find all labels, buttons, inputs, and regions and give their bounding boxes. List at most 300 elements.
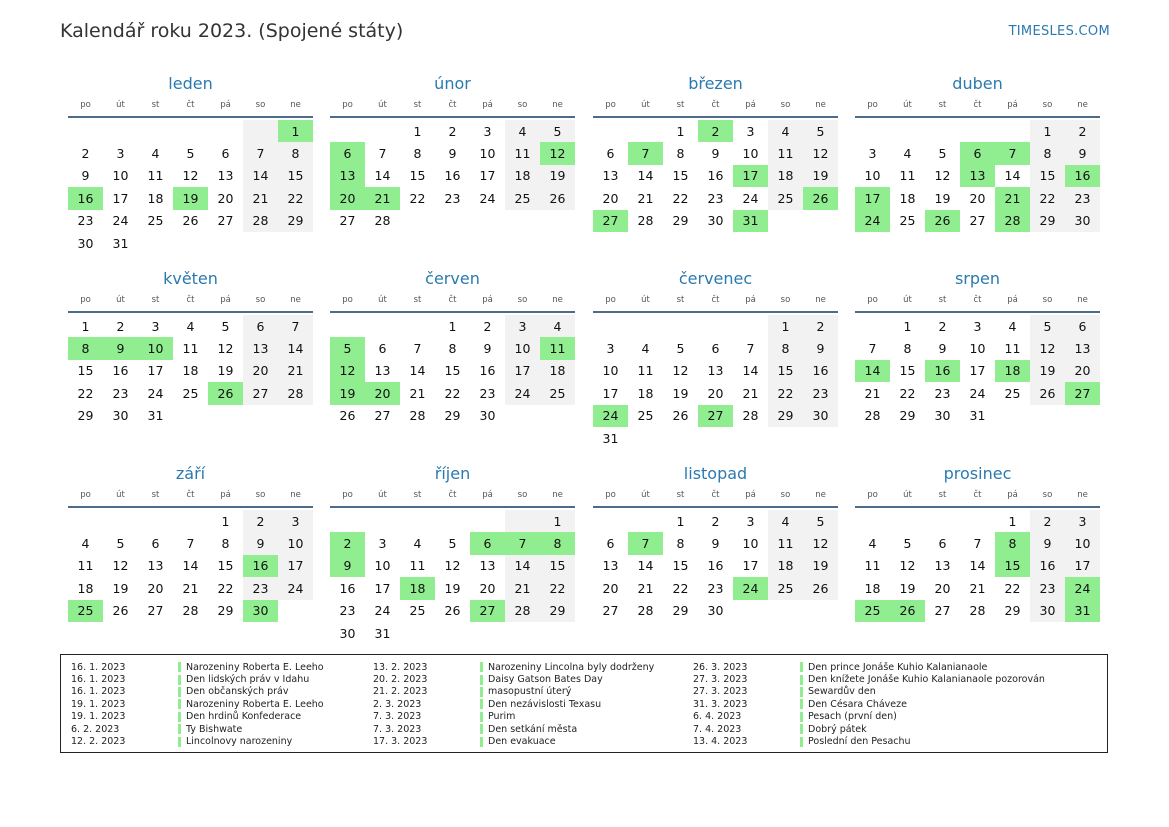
- empty-cell: [278, 600, 313, 622]
- day-cell: 29: [540, 600, 575, 622]
- weekday-label: so: [255, 295, 266, 305]
- weekday-label: po: [80, 490, 91, 500]
- site-link[interactable]: TIMESLES.COM: [1008, 24, 1110, 39]
- empty-cell: [208, 232, 243, 254]
- month-name: červenec: [678, 269, 753, 288]
- holiday-day-cell: 24: [733, 577, 768, 599]
- day-cell: 8: [768, 337, 803, 359]
- day-cell: 21: [742, 385, 759, 401]
- holiday-day-cell: 18: [400, 577, 435, 599]
- month-name: srpen: [954, 269, 1001, 288]
- day-cell: 9: [1065, 142, 1100, 164]
- day-cell: 8: [676, 536, 685, 552]
- day-cell: 6: [378, 341, 387, 357]
- empty-cell: [698, 315, 733, 337]
- day-cell: 8: [448, 341, 457, 357]
- day-cell: 14: [969, 558, 986, 574]
- weekday-label: ne: [1077, 100, 1088, 110]
- day-cell: 17: [505, 360, 540, 382]
- day-cell: 29: [77, 408, 94, 424]
- legend-marker: [800, 712, 803, 722]
- empty-cell: [890, 120, 925, 142]
- day-cell: 3: [151, 318, 160, 334]
- day-cell: 24: [969, 385, 986, 401]
- weekday-label: po: [867, 490, 878, 500]
- weekday-label: pá: [1007, 295, 1018, 305]
- legend-marker: [480, 699, 483, 709]
- holiday-day-cell: 7: [628, 142, 663, 164]
- day-cell: 6: [243, 315, 278, 337]
- month-divider: [68, 311, 313, 313]
- day-cell: 8: [413, 146, 422, 162]
- day-cell: 24: [278, 577, 313, 599]
- weekday-label: pá: [745, 490, 756, 500]
- day-cell: 18: [540, 360, 575, 382]
- day-cell: 12: [672, 363, 689, 379]
- legend-row: [683, 673, 1045, 685]
- day-cell: 20: [1065, 360, 1100, 382]
- day-cell: 19: [934, 190, 951, 206]
- day-cell: 21: [969, 580, 986, 596]
- day-cell: 1: [221, 513, 230, 529]
- day-cell: 14: [409, 363, 426, 379]
- day-cell: 1: [1008, 513, 1017, 529]
- day-cell: 3: [868, 146, 877, 162]
- legend-row: [363, 686, 654, 698]
- day-cell: 1: [676, 123, 685, 139]
- weekday-label: út: [903, 295, 912, 305]
- month-7: [593, 267, 838, 449]
- day-cell: 17: [1065, 555, 1100, 577]
- day-cell: 28: [637, 603, 654, 619]
- day-cell: 30: [479, 408, 496, 424]
- weekday-label: út: [903, 490, 912, 500]
- holiday-day-cell: 28: [995, 210, 1030, 232]
- day-cell: 2: [1030, 510, 1065, 532]
- day-cell: 22: [1030, 187, 1065, 209]
- day-cell: 18: [505, 165, 540, 187]
- weekday-label: pá: [745, 100, 756, 110]
- empty-cell: [925, 120, 960, 142]
- legend-holiday-name: Poslední den Pesachu: [808, 736, 911, 748]
- weekday-label: st: [938, 100, 947, 110]
- day-cell: 16: [479, 363, 496, 379]
- empty-cell: [960, 120, 995, 142]
- weekday-header: [68, 291, 313, 309]
- holiday-day-cell: 6: [470, 532, 505, 554]
- legend-holiday-name: Den knížete Jonáše Kuhio Kalanianaole pozorován: [808, 674, 1045, 686]
- day-cell: 19: [899, 580, 916, 596]
- day-cell: 17: [112, 190, 129, 206]
- weekday-label: ne: [552, 490, 563, 500]
- holiday-day-cell: 26: [803, 187, 838, 209]
- weekday-header: [330, 291, 575, 309]
- weekday-label: čt: [973, 490, 982, 500]
- empty-cell: [505, 622, 540, 644]
- day-cell: 19: [672, 385, 689, 401]
- day-cell: 24: [479, 190, 496, 206]
- legend-date: 6. 4. 2023: [693, 711, 742, 723]
- day-cell: 15: [899, 363, 916, 379]
- day-cell: 22: [217, 580, 234, 596]
- legend-holiday-name: Den prince Jonáše Kuhio Kalanianaole: [808, 661, 988, 673]
- day-cell: 11: [768, 532, 803, 554]
- holiday-day-cell: 6: [330, 142, 365, 164]
- holiday-day-cell: 2: [698, 120, 733, 142]
- day-cell: 17: [479, 168, 496, 184]
- empty-cell: [855, 120, 890, 142]
- day-cell: 7: [378, 146, 387, 162]
- day-cell: 23: [444, 190, 461, 206]
- day-cell: 26: [112, 603, 129, 619]
- day-cell: 29: [672, 213, 689, 229]
- empty-cell: [855, 510, 890, 532]
- day-cell: 4: [868, 536, 877, 552]
- month-divider: [593, 506, 838, 508]
- month-name: leden: [168, 74, 213, 93]
- day-cell: 14: [1004, 168, 1021, 184]
- weekday-label: so: [780, 100, 791, 110]
- day-cell: 29: [672, 603, 689, 619]
- day-cell: 26: [672, 408, 689, 424]
- day-cell: 7: [746, 341, 755, 357]
- legend-row: [61, 686, 324, 698]
- month-9: [68, 462, 313, 622]
- day-cell: 10: [374, 558, 391, 574]
- day-cell: 3: [606, 341, 615, 357]
- day-cell: 14: [637, 558, 654, 574]
- day-cell: 21: [637, 190, 654, 206]
- day-cell: 12: [217, 341, 234, 357]
- holiday-day-cell: 20: [330, 187, 365, 209]
- holiday-day-cell: 13: [330, 165, 365, 187]
- day-cell: 2: [711, 513, 720, 529]
- holiday-day-cell: 16: [68, 187, 103, 209]
- month-11: [593, 462, 838, 622]
- legend-holiday-name: Purim: [488, 711, 516, 723]
- day-cell: 15: [1030, 165, 1065, 187]
- day-cell: 24: [374, 603, 391, 619]
- empty-cell: [400, 510, 435, 532]
- day-cell: 7: [278, 315, 313, 337]
- day-cell: 18: [768, 165, 803, 187]
- day-cell: 5: [186, 146, 195, 162]
- holiday-day-cell: 26: [925, 210, 960, 232]
- day-cell: 29: [444, 408, 461, 424]
- day-cell: 23: [1065, 187, 1100, 209]
- empty-cell: [593, 120, 628, 142]
- day-cell: 27: [602, 603, 619, 619]
- empty-cell: [68, 120, 103, 142]
- legend-date: 12. 2. 2023: [71, 736, 126, 748]
- day-cell: 24: [505, 382, 540, 404]
- day-cell: 17: [742, 558, 759, 574]
- empty-cell: [733, 315, 768, 337]
- empty-cell: [803, 600, 838, 622]
- legend-holiday-name: Sewardův den: [808, 686, 876, 698]
- day-cell: 15: [672, 558, 689, 574]
- weekday-label: po: [867, 295, 878, 305]
- legend-marker: [178, 724, 181, 734]
- holiday-day-cell: 25: [68, 600, 103, 622]
- day-cell: 6: [938, 536, 947, 552]
- empty-cell: [173, 120, 208, 142]
- empty-cell: [435, 622, 470, 644]
- weekday-label: so: [1042, 295, 1053, 305]
- holiday-day-cell: 26: [890, 600, 925, 622]
- legend-holiday-name: Den evakuace: [488, 736, 556, 748]
- holiday-day-cell: 10: [138, 337, 173, 359]
- day-cell: 10: [1065, 532, 1100, 554]
- day-cell: 12: [934, 168, 951, 184]
- empty-cell: [400, 210, 435, 232]
- month-divider: [330, 506, 575, 508]
- day-cell: 4: [151, 146, 160, 162]
- weekday-label: po: [80, 100, 91, 110]
- legend-row: [363, 735, 654, 747]
- empty-cell: [768, 600, 803, 622]
- day-cell: 4: [186, 318, 195, 334]
- month-12: [855, 462, 1100, 622]
- day-cell: 5: [116, 536, 125, 552]
- month-name: květen: [163, 269, 218, 288]
- day-cell: 4: [540, 315, 575, 337]
- day-cell: 14: [637, 168, 654, 184]
- day-grid: [593, 510, 838, 622]
- legend-row: [683, 686, 1045, 698]
- empty-cell: [995, 405, 1030, 427]
- month-divider: [330, 116, 575, 118]
- day-cell: 2: [1065, 120, 1100, 142]
- day-grid: [330, 120, 575, 232]
- holiday-day-cell: 11: [540, 337, 575, 359]
- day-cell: 10: [112, 168, 129, 184]
- day-cell: 3: [378, 536, 387, 552]
- day-cell: 29: [1004, 603, 1021, 619]
- empty-cell: [925, 510, 960, 532]
- empty-cell: [593, 510, 628, 532]
- day-cell: 19: [540, 165, 575, 187]
- holiday-day-cell: 31: [1065, 600, 1100, 622]
- day-cell: 9: [711, 146, 720, 162]
- day-cell: 2: [448, 123, 457, 139]
- legend-row: [61, 711, 324, 723]
- day-cell: 28: [742, 408, 759, 424]
- day-cell: 26: [339, 408, 356, 424]
- day-cell: 19: [1030, 360, 1065, 382]
- day-cell: 9: [243, 532, 278, 554]
- day-cell: 25: [147, 213, 164, 229]
- day-cell: 17: [969, 363, 986, 379]
- legend-marker: [178, 737, 181, 747]
- day-cell: 20: [934, 580, 951, 596]
- day-cell: 3: [746, 513, 755, 529]
- day-cell: 29: [1030, 210, 1065, 232]
- legend-row: [683, 711, 1045, 723]
- legend-marker: [800, 687, 803, 697]
- day-cell: 1: [413, 123, 422, 139]
- weekday-label: st: [676, 490, 685, 500]
- day-cell: 13: [934, 558, 951, 574]
- empty-cell: [803, 427, 838, 449]
- day-cell: 12: [1030, 337, 1065, 359]
- day-cell: 26: [540, 187, 575, 209]
- day-grid: [68, 510, 313, 622]
- weekday-label: st: [151, 490, 160, 500]
- day-cell: 22: [278, 187, 313, 209]
- day-grid: [855, 315, 1100, 427]
- legend-row: [363, 711, 654, 723]
- day-cell: 21: [243, 187, 278, 209]
- empty-cell: [103, 510, 138, 532]
- day-cell: 9: [711, 536, 720, 552]
- day-cell: 27: [217, 213, 234, 229]
- day-cell: 27: [147, 603, 164, 619]
- day-grid: [855, 120, 1100, 232]
- day-cell: 6: [606, 536, 615, 552]
- day-cell: 6: [1065, 315, 1100, 337]
- weekday-label: so: [780, 295, 791, 305]
- empty-cell: [173, 510, 208, 532]
- holiday-day-cell: 7: [628, 532, 663, 554]
- weekday-label: st: [151, 295, 160, 305]
- day-cell: 18: [768, 555, 803, 577]
- weekday-label: út: [116, 295, 125, 305]
- weekday-label: út: [116, 100, 125, 110]
- day-cell: 2: [81, 146, 90, 162]
- day-cell: 10: [278, 532, 313, 554]
- weekday-label: po: [605, 295, 616, 305]
- weekday-label: pá: [220, 295, 231, 305]
- holiday-day-cell: 8: [995, 532, 1030, 554]
- empty-cell: [208, 405, 243, 427]
- day-cell: 22: [672, 580, 689, 596]
- empty-cell: [733, 600, 768, 622]
- weekday-label: po: [342, 490, 353, 500]
- legend-date: 16. 1. 2023: [71, 674, 126, 686]
- day-grid: [68, 120, 313, 254]
- month-name: červen: [425, 269, 480, 288]
- day-cell: 19: [444, 580, 461, 596]
- day-cell: 27: [339, 213, 356, 229]
- day-cell: 15: [217, 558, 234, 574]
- weekday-header: [593, 96, 838, 114]
- day-cell: 28: [969, 603, 986, 619]
- weekday-label: čt: [186, 490, 195, 500]
- month-divider: [593, 116, 838, 118]
- day-cell: 8: [676, 146, 685, 162]
- day-cell: 12: [112, 558, 129, 574]
- day-cell: 18: [637, 385, 654, 401]
- empty-cell: [68, 510, 103, 532]
- empty-cell: [593, 315, 628, 337]
- day-cell: 23: [339, 603, 356, 619]
- legend-date: 6. 2. 2023: [71, 723, 120, 735]
- day-cell: 17: [374, 580, 391, 596]
- day-cell: 15: [672, 168, 689, 184]
- month-name: září: [175, 464, 206, 483]
- weekday-label: pá: [482, 100, 493, 110]
- empty-cell: [138, 232, 173, 254]
- month-name: prosinec: [943, 464, 1012, 483]
- day-cell: 25: [899, 213, 916, 229]
- day-cell: 15: [444, 363, 461, 379]
- day-cell: 3: [483, 123, 492, 139]
- day-cell: 31: [969, 408, 986, 424]
- holiday-day-cell: 14: [855, 360, 890, 382]
- day-cell: 4: [768, 120, 803, 142]
- day-cell: 8: [903, 341, 912, 357]
- day-cell: 23: [77, 213, 94, 229]
- day-cell: 30: [707, 213, 724, 229]
- day-cell: 2: [803, 315, 838, 337]
- day-cell: 18: [147, 190, 164, 206]
- month-2: [330, 72, 575, 232]
- empty-cell: [505, 510, 540, 532]
- day-cell: 29: [278, 210, 313, 232]
- page-title: Kalendář roku 2023. (Spojené státy): [60, 20, 404, 42]
- legend-date: 7. 3. 2023: [373, 723, 422, 735]
- day-cell: 30: [77, 235, 94, 251]
- weekday-header: [593, 291, 838, 309]
- holiday-day-cell: 7: [995, 142, 1030, 164]
- day-cell: 1: [903, 318, 912, 334]
- day-cell: 13: [479, 558, 496, 574]
- day-cell: 29: [899, 408, 916, 424]
- weekday-label: st: [413, 490, 422, 500]
- weekday-label: pá: [745, 295, 756, 305]
- holiday-day-cell: 27: [698, 405, 733, 427]
- day-cell: 25: [540, 382, 575, 404]
- holiday-day-cell: 17: [733, 165, 768, 187]
- day-cell: 7: [413, 341, 422, 357]
- weekday-header: [855, 291, 1100, 309]
- empty-cell: [663, 315, 698, 337]
- legend-holiday-name: Den setkání města: [488, 723, 578, 735]
- holiday-day-cell: 17: [855, 187, 890, 209]
- empty-cell: [138, 510, 173, 532]
- empty-cell: [400, 622, 435, 644]
- month-name: říjen: [434, 464, 471, 483]
- holiday-day-cell: 16: [925, 360, 960, 382]
- legend-marker: [480, 675, 483, 685]
- legend-date: 7. 4. 2023: [693, 723, 742, 735]
- day-cell: 20: [217, 190, 234, 206]
- empty-cell: [330, 510, 365, 532]
- legend-date: 27. 3. 2023: [693, 674, 748, 686]
- weekday-label: út: [378, 100, 387, 110]
- legend-row: [363, 673, 654, 685]
- weekday-label: čt: [448, 295, 457, 305]
- day-cell: 18: [899, 190, 916, 206]
- weekday-label: st: [151, 100, 160, 110]
- day-cell: 25: [768, 187, 803, 209]
- day-cell: 23: [112, 385, 129, 401]
- day-cell: 29: [768, 405, 803, 427]
- month-1: [68, 72, 313, 254]
- day-cell: 30: [934, 408, 951, 424]
- day-cell: 2: [243, 510, 278, 532]
- legend-row: [61, 698, 324, 710]
- holiday-day-cell: 24: [1065, 577, 1100, 599]
- legend-marker: [480, 712, 483, 722]
- day-cell: 19: [803, 165, 838, 187]
- month-divider: [855, 116, 1100, 118]
- day-cell: 23: [803, 382, 838, 404]
- empty-cell: [540, 622, 575, 644]
- legend-row: [683, 698, 1045, 710]
- day-cell: 7: [243, 142, 278, 164]
